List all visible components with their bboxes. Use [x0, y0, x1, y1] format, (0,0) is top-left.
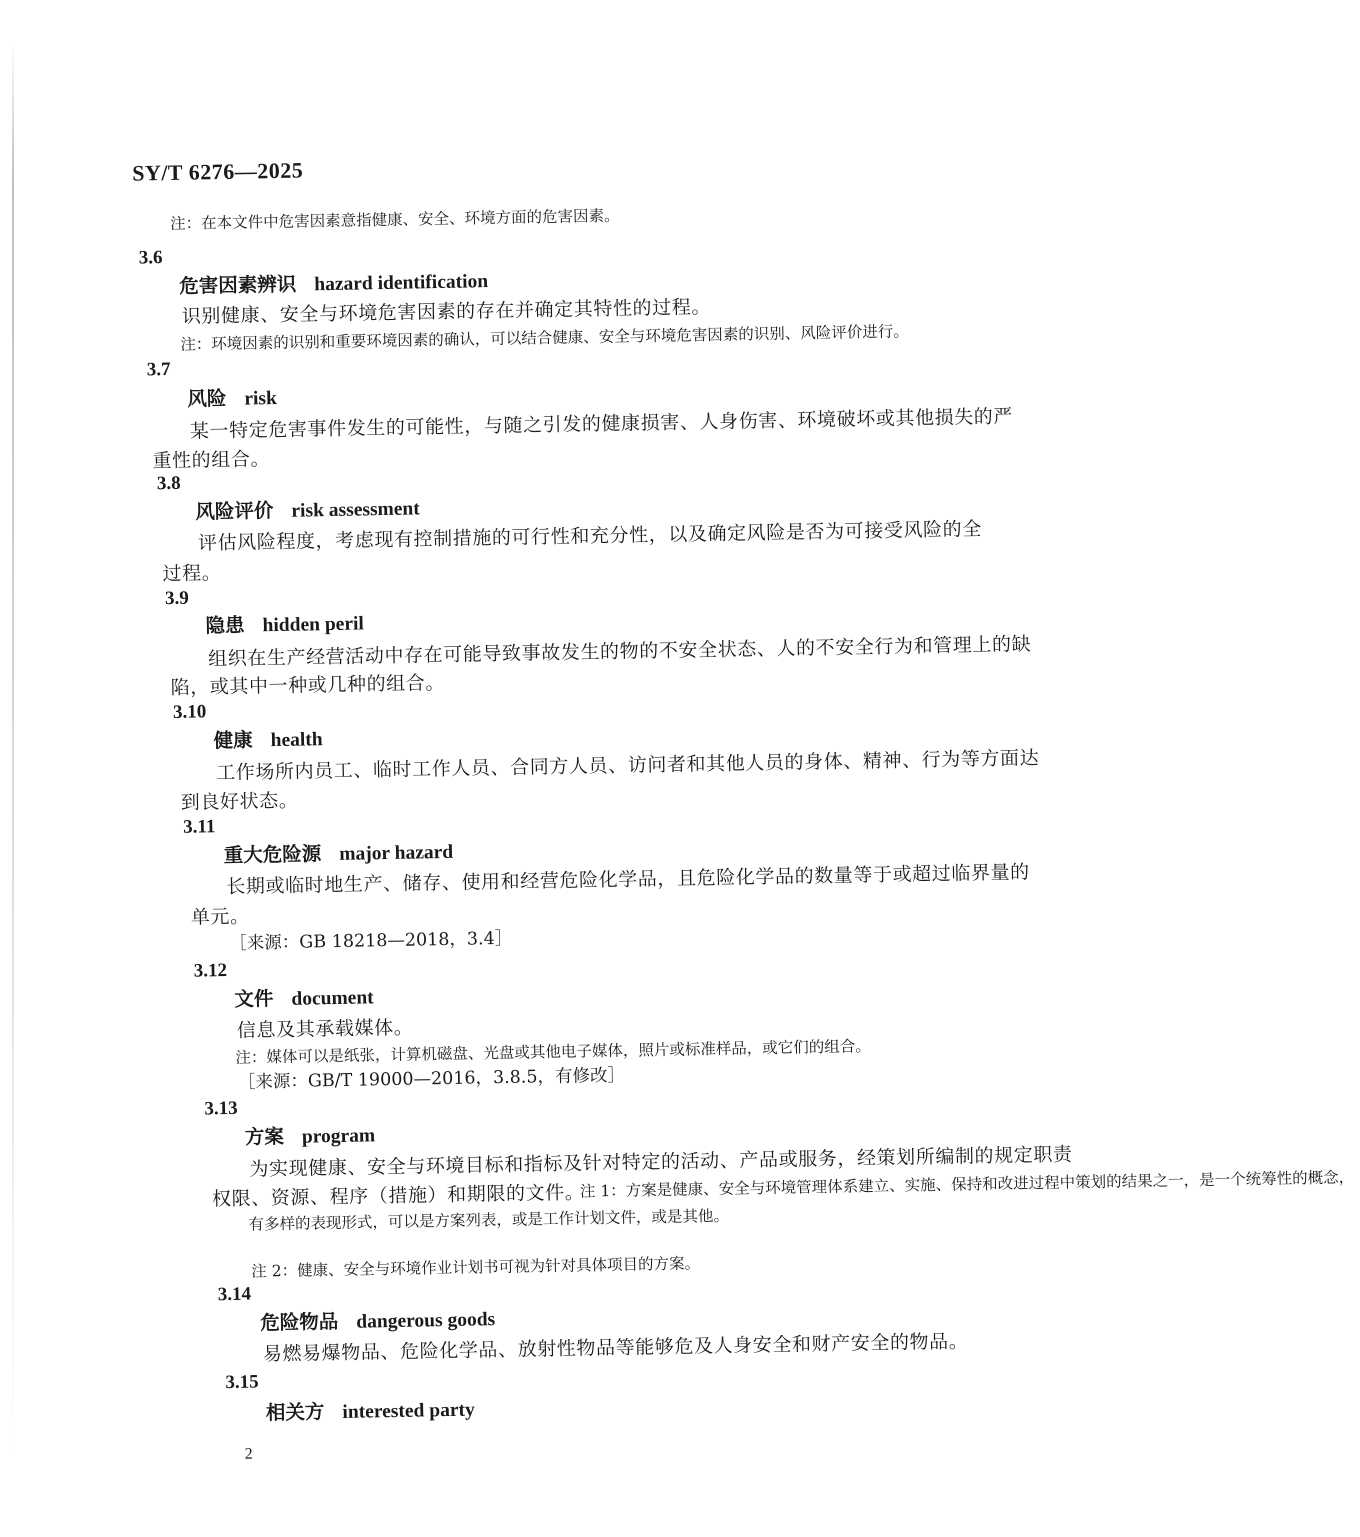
note-3-6: 注：环境因素的识别和重要环境因素的确认，可以结合健康、安全与环境危害因素的识别、风险评价进行。 [180, 322, 909, 354]
term-zh: 危害因素辨识 [179, 272, 297, 298]
definition-3-7-line2: 重性的组合。 [152, 448, 271, 473]
term-zh: 文件 [234, 987, 274, 1011]
note-3-13-1-line1: 注 1：方案是健康、安全与环境管理体系建立、实施、保持和改进过程中策划的结果之一，是一个统筹性的概念， [579, 1168, 1355, 1201]
clause-number-3-7: 3.7 [146, 358, 171, 381]
definition-3-9-line1: 组织在生产经营活动中存在可能导致事故发生的物的不安全状态、人的不安全行为和管理上的缺 [207, 633, 1032, 671]
term-zh: 风险评价 [195, 499, 274, 524]
definition-3-10-line1: 工作场所内员工、临时工作人员、合同方人员、访问者和其他人员的身体、精神、行为等方面达 [216, 747, 1040, 785]
clause-number-3-11: 3.11 [182, 816, 216, 838]
term-3-7 [187, 382, 277, 412]
note-3-13-2: 注 2：健康、安全与环境作业计划书可视为针对具体项目的方案。 [251, 1254, 701, 1281]
term-zh: 隐患 [205, 613, 245, 638]
standard-number-header: SY/T 6276—2025 [131, 157, 304, 186]
term-3-13 [245, 1119, 376, 1149]
term-3-14 [260, 1303, 495, 1335]
definition-3-10-line2: 到良好状态。 [180, 789, 299, 814]
term-3-6 [179, 265, 488, 299]
note-3-12: 注：媒体可以是纸张，计算机磁盘、光盘或其他电子媒体，照片或标准样品，或它们的组合。 [235, 1037, 871, 1067]
term-zh: 危险物品 [260, 1310, 339, 1335]
note-top: 注：在本文件中危害因素意指健康、安全、环境方面的危害因素。 [169, 206, 620, 233]
definition-3-6: 识别健康、安全与环境危害因素的存在并确定其特性的过程。 [181, 296, 712, 328]
definition-3-8-line2: 过程。 [162, 562, 222, 586]
source-3-11: ［来源：GB 18218—2018，3.4］ [229, 928, 513, 954]
definition-3-7-line1: 某一特定危害事件发生的可能性，与随之引发的健康损害、人身伤害、环境破坏或其他损失的严 [189, 405, 1014, 443]
term-3-11 [223, 836, 453, 868]
term-zh: 风险 [187, 386, 227, 411]
clause-number-3-10: 3.10 [172, 701, 207, 723]
term-3-8 [195, 492, 420, 524]
note-3-13-1-line2: 有多样的表现形式，可以是方案列表，或是工作计划文件，或是其他。 [248, 1206, 730, 1234]
clause-number-3-15: 3.15 [225, 1371, 259, 1394]
definition-3-8-line1: 评估风险程度，考虑现有控制措施的可行性和充分性，以及确定风险是否为可接受风险的全 [197, 518, 983, 555]
clause-number-3-12: 3.12 [193, 960, 228, 982]
definition-3-14: 易燃易爆物品、危险化学品、放射性物品等能够危及人身安全和财产安全的物品。 [262, 1330, 969, 1366]
term-en: hazard identification [314, 271, 489, 296]
term-en: risk assessment [291, 498, 420, 522]
definition-3-11-line2: 单元。 [190, 905, 250, 929]
clause-number-3-8: 3.8 [156, 472, 181, 495]
term-zh: 健康 [213, 728, 253, 753]
term-zh: 重大危险源 [223, 842, 322, 868]
term-en: hidden peril [262, 613, 365, 637]
term-3-12 [234, 981, 374, 1012]
term-en: interested party [342, 1399, 475, 1423]
source-3-12: ［来源：GB/T 19000—2016，3.8.5，有修改］ [237, 1065, 626, 1093]
clause-number-3-9: 3.9 [164, 587, 189, 610]
term-3-9 [205, 607, 364, 638]
clause-number-3-6: 3.6 [138, 247, 163, 269]
definition-3-13-line2: 权限、资源、程序（措施）和期限的文件。 [211, 1181, 585, 1211]
clause-number-3-13: 3.13 [204, 1097, 238, 1120]
term-zh: 方案 [244, 1124, 285, 1149]
term-en: dangerous goods [356, 1309, 496, 1333]
term-en: major hazard [339, 841, 454, 865]
definition-3-9-line2: 陷，或其中一种或几种的组合。 [170, 671, 446, 699]
term-zh: 相关方 [265, 1400, 325, 1425]
term-en: document [291, 987, 374, 1010]
term-en: risk [244, 387, 278, 410]
definition-3-12: 信息及其承载媒体。 [236, 1016, 414, 1042]
term-3-10 [213, 723, 323, 753]
term-en: program [301, 1125, 376, 1148]
clause-number-3-14: 3.14 [217, 1283, 252, 1306]
term-3-15 [266, 1394, 475, 1426]
page-number: 2 [244, 1445, 253, 1463]
term-en: health [270, 729, 323, 752]
definition-3-13-line1: 为实现健康、安全与环境目标和指标及针对特定的活动、产品或服务，经策划所编制的规定职责 [249, 1143, 1073, 1181]
definition-3-11-line1: 长期或临时地生产、储存、使用和经营危险化学品，且危险化学品的数量等于或超过临界量的 [226, 861, 1030, 899]
